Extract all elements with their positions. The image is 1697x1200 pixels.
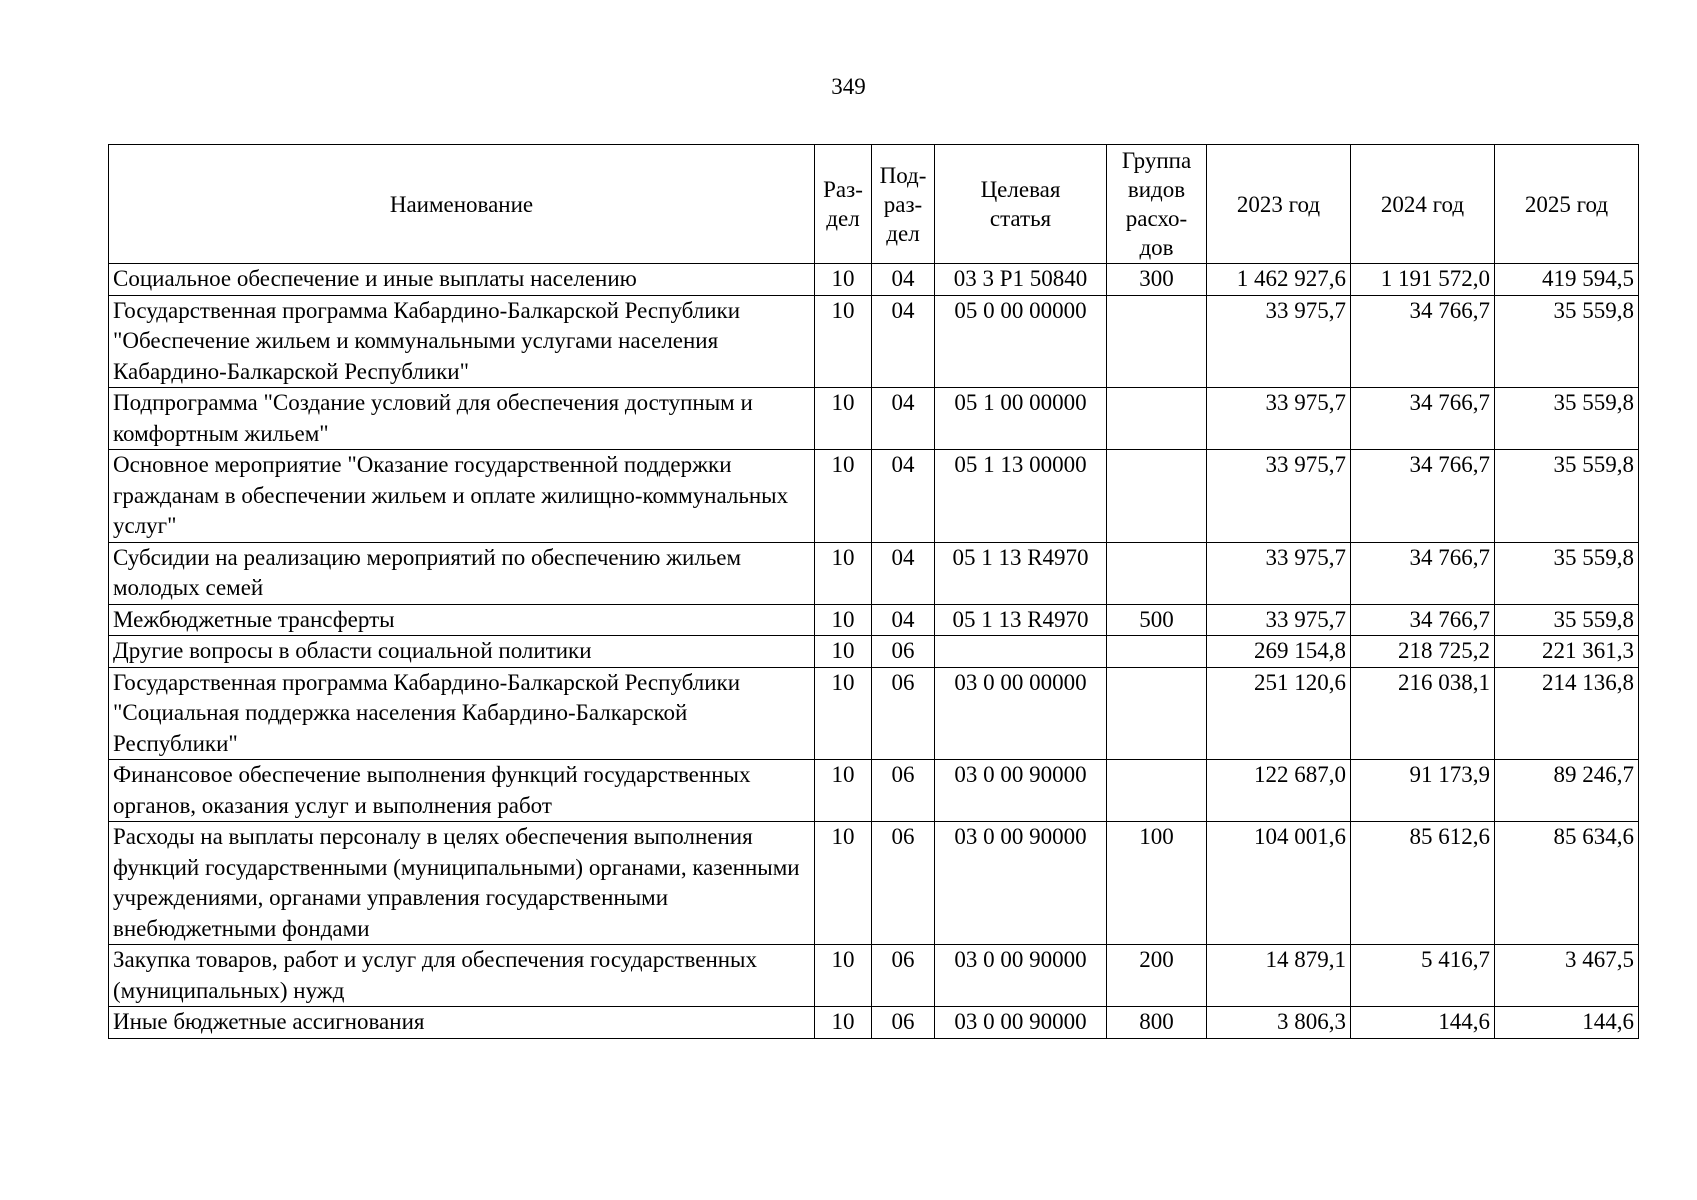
table-row — [109, 450, 1639, 543]
cell-name: Закупка товаров, работ и услуг для обеспечения государственных (муниципальных) нужд — [109, 945, 815, 1007]
cell-2023: 251 120,6 — [1207, 667, 1351, 760]
cell-gruppa: 300 — [1107, 264, 1207, 296]
page-number: 349 — [831, 74, 866, 99]
table-row — [109, 388, 1639, 450]
cell-name: Расходы на выплаты персоналу в целях обеспечения выполнения функций государственными (муниципальными) органами, казенными учреждениями, органами управления государственными внебюджетными фондами — [109, 822, 815, 945]
cell-2023: 122 687,0 — [1207, 760, 1351, 822]
cell-gruppa — [1107, 636, 1207, 668]
cell-razdel: 10 — [815, 542, 872, 604]
cell-2025: 35 559,8 — [1495, 388, 1639, 450]
cell-2025: 35 559,8 — [1495, 450, 1639, 543]
cell-gruppa: 500 — [1107, 604, 1207, 636]
header-name: Наименование — [109, 145, 815, 264]
cell-gruppa — [1107, 760, 1207, 822]
cell-gruppa — [1107, 450, 1207, 543]
cell-2025: 35 559,8 — [1495, 295, 1639, 388]
cell-celevaya-statya: 03 3 Р1 50840 — [935, 264, 1107, 296]
cell-podrazdel: 04 — [872, 264, 935, 296]
cell-2024: 34 766,7 — [1351, 295, 1495, 388]
cell-name: Иные бюджетные ассигнования — [109, 1007, 815, 1039]
cell-podrazdel: 06 — [872, 945, 935, 1007]
cell-celevaya-statya: 03 0 00 00000 — [935, 667, 1107, 760]
cell-2023: 33 975,7 — [1207, 604, 1351, 636]
cell-2023: 3 806,3 — [1207, 1007, 1351, 1039]
header-2023: 2023 год — [1207, 145, 1351, 264]
table-row — [109, 667, 1639, 760]
cell-podrazdel: 06 — [872, 822, 935, 945]
cell-podrazdel: 06 — [872, 636, 935, 668]
cell-celevaya-statya: 03 0 00 90000 — [935, 1007, 1107, 1039]
cell-2025: 419 594,5 — [1495, 264, 1639, 296]
cell-2023: 33 975,7 — [1207, 542, 1351, 604]
table-row — [109, 295, 1639, 388]
header-podrazdel: Под- раз- дел — [872, 145, 935, 264]
table-body — [109, 264, 1639, 1039]
header-razdel: Раз- дел — [815, 145, 872, 264]
cell-name: Межбюджетные трансферты — [109, 604, 815, 636]
cell-podrazdel: 04 — [872, 388, 935, 450]
cell-podrazdel: 06 — [872, 1007, 935, 1039]
cell-celevaya-statya: 05 1 13 R4970 — [935, 604, 1107, 636]
budget-table — [108, 144, 1639, 1039]
header-gruppa-vidov-rashodov: Группа видов расхо- дов — [1107, 145, 1207, 264]
cell-2025: 35 559,8 — [1495, 542, 1639, 604]
cell-2024: 34 766,7 — [1351, 542, 1495, 604]
cell-celevaya-statya: 05 1 13 R4970 — [935, 542, 1107, 604]
cell-gruppa: 100 — [1107, 822, 1207, 945]
cell-razdel: 10 — [815, 450, 872, 543]
cell-name: Социальное обеспечение и иные выплаты населению — [109, 264, 815, 296]
cell-2024: 144,6 — [1351, 1007, 1495, 1039]
cell-2024: 34 766,7 — [1351, 604, 1495, 636]
cell-celevaya-statya: 05 1 00 00000 — [935, 388, 1107, 450]
cell-2024: 218 725,2 — [1351, 636, 1495, 668]
cell-razdel: 10 — [815, 760, 872, 822]
cell-2024: 34 766,7 — [1351, 388, 1495, 450]
cell-name: Государственная программа Кабардино-Балкарской Республики "Обеспечение жильем и коммунальными услугами населения Кабардино-Балкарской Республики" — [109, 295, 815, 388]
cell-name: Другие вопросы в области социальной политики — [109, 636, 815, 668]
table-row — [109, 760, 1639, 822]
cell-2024: 34 766,7 — [1351, 450, 1495, 543]
cell-gruppa: 800 — [1107, 1007, 1207, 1039]
cell-gruppa — [1107, 388, 1207, 450]
cell-celevaya-statya: 05 0 00 00000 — [935, 295, 1107, 388]
cell-2024: 216 038,1 — [1351, 667, 1495, 760]
cell-razdel: 10 — [815, 636, 872, 668]
cell-razdel: 10 — [815, 667, 872, 760]
cell-celevaya-statya: 05 1 13 00000 — [935, 450, 1107, 543]
cell-2025: 214 136,8 — [1495, 667, 1639, 760]
cell-2025: 3 467,5 — [1495, 945, 1639, 1007]
cell-celevaya-statya: 03 0 00 90000 — [935, 822, 1107, 945]
cell-razdel: 10 — [815, 1007, 872, 1039]
cell-razdel: 10 — [815, 822, 872, 945]
cell-2025: 144,6 — [1495, 1007, 1639, 1039]
table-row — [109, 604, 1639, 636]
header-celevaya-statya: Целевая статья — [935, 145, 1107, 264]
cell-gruppa: 200 — [1107, 945, 1207, 1007]
cell-razdel: 10 — [815, 264, 872, 296]
cell-2025: 89 246,7 — [1495, 760, 1639, 822]
table-row — [109, 636, 1639, 668]
header-2025: 2025 год — [1495, 145, 1639, 264]
table-row — [109, 822, 1639, 945]
cell-razdel: 10 — [815, 604, 872, 636]
header-row — [109, 145, 1639, 264]
table-row — [109, 542, 1639, 604]
cell-razdel: 10 — [815, 388, 872, 450]
cell-razdel: 10 — [815, 295, 872, 388]
cell-gruppa — [1107, 667, 1207, 760]
cell-2024: 1 191 572,0 — [1351, 264, 1495, 296]
cell-2024: 85 612,6 — [1351, 822, 1495, 945]
cell-gruppa — [1107, 542, 1207, 604]
cell-podrazdel: 06 — [872, 667, 935, 760]
cell-celevaya-statya: 03 0 00 90000 — [935, 760, 1107, 822]
cell-2024: 5 416,7 — [1351, 945, 1495, 1007]
cell-2023: 33 975,7 — [1207, 450, 1351, 543]
cell-razdel: 10 — [815, 945, 872, 1007]
cell-2024: 91 173,9 — [1351, 760, 1495, 822]
cell-name: Субсидии на реализацию мероприятий по обеспечению жильем молодых семей — [109, 542, 815, 604]
cell-celevaya-statya: 03 0 00 90000 — [935, 945, 1107, 1007]
table-row — [109, 945, 1639, 1007]
header-2024: 2024 год — [1351, 145, 1495, 264]
cell-2023: 269 154,8 — [1207, 636, 1351, 668]
cell-podrazdel: 06 — [872, 760, 935, 822]
cell-2023: 33 975,7 — [1207, 388, 1351, 450]
cell-podrazdel: 04 — [872, 604, 935, 636]
cell-name: Подпрограмма "Создание условий для обеспечения доступным и комфортным жильем" — [109, 388, 815, 450]
table-row — [109, 1007, 1639, 1039]
cell-name: Финансовое обеспечение выполнения функций государственных органов, оказания услуг и выполнения работ — [109, 760, 815, 822]
cell-celevaya-statya — [935, 636, 1107, 668]
cell-2023: 14 879,1 — [1207, 945, 1351, 1007]
table-header — [109, 145, 1639, 264]
cell-2023: 33 975,7 — [1207, 295, 1351, 388]
cell-2025: 85 634,6 — [1495, 822, 1639, 945]
cell-2023: 1 462 927,6 — [1207, 264, 1351, 296]
cell-2023: 104 001,6 — [1207, 822, 1351, 945]
cell-name: Государственная программа Кабардино-Балкарской Республики "Социальная поддержка населения Кабардино-Балкарской Республики" — [109, 667, 815, 760]
cell-podrazdel: 04 — [872, 295, 935, 388]
cell-gruppa — [1107, 295, 1207, 388]
cell-podrazdel: 04 — [872, 542, 935, 604]
cell-2025: 221 361,3 — [1495, 636, 1639, 668]
table-row — [109, 264, 1639, 296]
cell-name: Основное мероприятие "Оказание государственной поддержки гражданам в обеспечении жильем и оплате жилищно-коммунальных услуг" — [109, 450, 815, 543]
cell-2025: 35 559,8 — [1495, 604, 1639, 636]
cell-podrazdel: 04 — [872, 450, 935, 543]
